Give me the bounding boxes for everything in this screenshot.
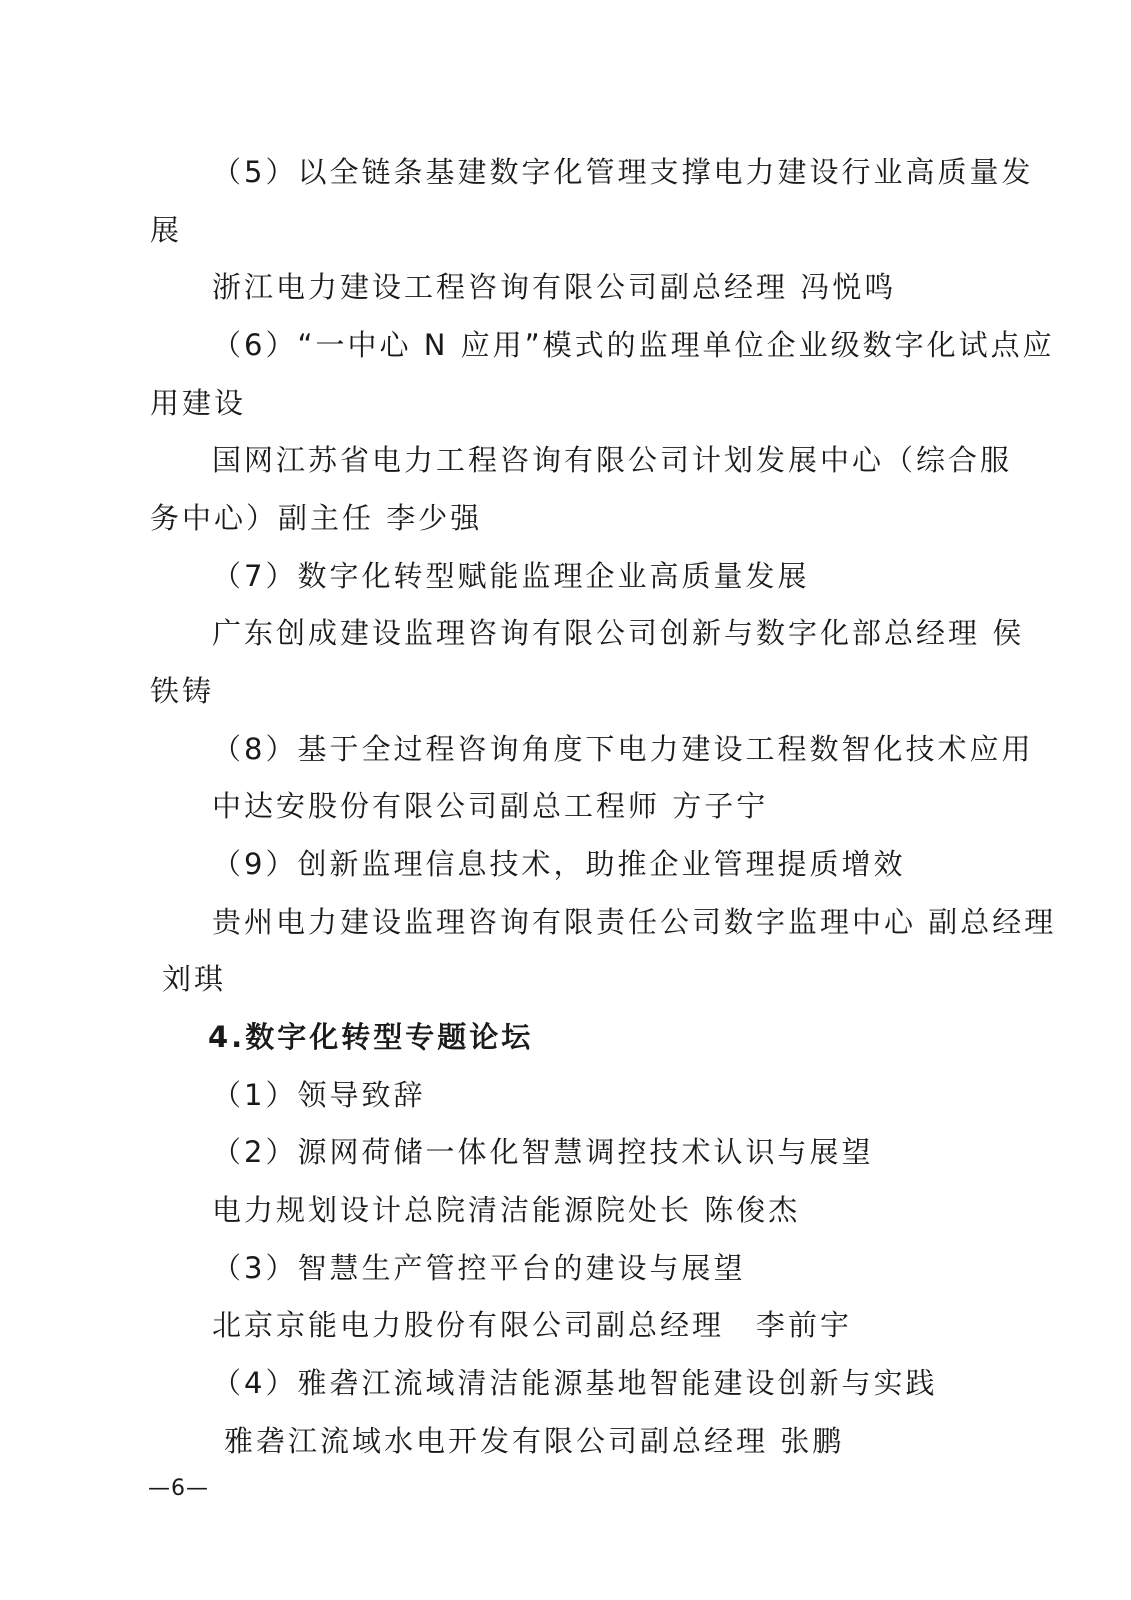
forum-item-3-title: （3）智慧生产管控平台的建设与展望 [212, 1251, 746, 1285]
page-number: —6— [148, 1476, 209, 1501]
item-8-title: （8）基于全过程咨询角度下电力建设工程数智化技术应用 [212, 732, 1034, 766]
item-5-title: （5）以全链条基建数字化管理支撑电力建设行业高质量发 [212, 155, 1034, 189]
forum-item-2-title: （2）源网荷储一体化智慧调控技术认识与展望 [212, 1135, 874, 1169]
item-6-speaker: 国网江苏省电力工程咨询有限公司计划发展中心（综合服 [212, 443, 1013, 477]
section-heading: 4.数字化转型专题论坛 [208, 1020, 534, 1054]
item-7-speaker: 广东创成建设监理咨询有限公司创新与数字化部总经理 侯 [212, 616, 1025, 650]
item-6-speaker-continued: 务中心）副主任 李少强 [150, 501, 483, 535]
forum-item-1-title: （1）领导致辞 [212, 1078, 426, 1112]
item-7-title: （7）数字化转型赋能监理企业高质量发展 [212, 559, 810, 593]
item-6-title-continued: 用建设 [150, 386, 247, 420]
item-8-speaker: 中达安股份有限公司副总工程师 方子宁 [212, 789, 769, 823]
forum-item-3-speaker: 北京京能电力股份有限公司副总经理 李前宇 [212, 1308, 853, 1342]
item-5-title-continued: 展 [150, 213, 183, 247]
item-9-title: （9）创新监理信息技术，助推企业管理提质增效 [212, 847, 906, 881]
item-5-speaker: 浙江电力建设工程咨询有限公司副总经理 冯悦鸣 [212, 270, 897, 304]
item-7-speaker-continued: 铁铸 [150, 674, 215, 708]
forum-item-2-speaker: 电力规划设计总院清洁能源院处长 陈俊杰 [212, 1193, 801, 1227]
item-6-title: （6）“一中心 N 应用”模式的监理单位企业级数字化试点应 [212, 328, 1055, 362]
item-9-speaker: 贵州电力建设监理咨询有限责任公司数字监理中心 副总经理 [212, 905, 1057, 939]
item-9-speaker-continued: 刘琪 [162, 962, 227, 996]
forum-item-4-title: （4）雅砻江流域清洁能源基地智能建设创新与实践 [212, 1366, 938, 1400]
forum-item-4-speaker: 雅砻江流域水电开发有限公司副总经理 张鹏 [224, 1424, 845, 1458]
